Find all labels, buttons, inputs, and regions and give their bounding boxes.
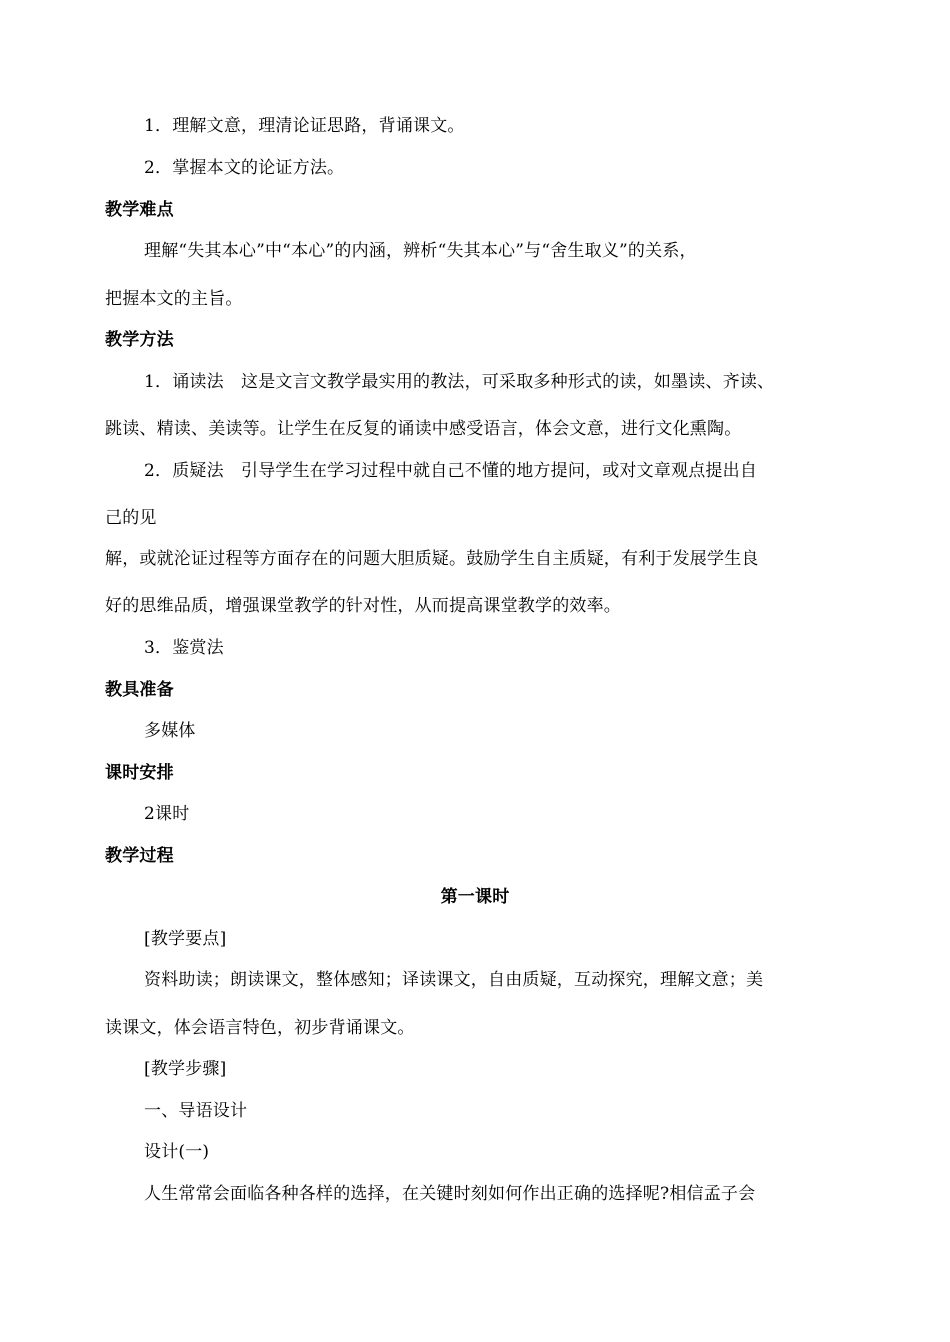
step-1: 一、导语设计 <box>144 1101 248 1121</box>
design-1-label: 设计(一) <box>144 1142 210 1162</box>
schedule-text: 2课时 <box>144 804 190 824</box>
difficulty-text-line2: 把握本文的主旨。 <box>105 289 243 309</box>
method-1-line2: 跳读、精读、美读等。让学生在反复的诵读中感受语言，体会文意，进行文化熏陶。 <box>105 419 742 439</box>
objective-1: 1．理解文意，理清论证思路，背诵课文。 <box>144 116 465 136</box>
design-1-text: 人生常常会面临各种各样的选择，在关键时刻如何作出正确的选择呢?相信孟子会 <box>144 1184 756 1204</box>
key-points-label: [教学要点] <box>144 929 227 949</box>
method-2-line2: 己的见 <box>105 508 157 528</box>
method-2-line1: 2．质疑法 引导学生在学习过程中就自己不懂的地方提问，或对文章观点提出自 <box>144 461 758 481</box>
objective-2: 2．掌握本文的论证方法。 <box>144 158 345 178</box>
key-points-line1: 资料助读；朗读课文，整体感知；译读课文，自由质疑，互动探究，理解文意；美 <box>144 970 764 990</box>
difficulty-text-line1: 理解“失其本心”中“本心”的内涵，辨析“失其本心”与“舍生取义”的关系， <box>144 241 697 261</box>
tools-text: 多媒体 <box>144 721 196 741</box>
difficulty-heading: 教学难点 <box>105 200 174 220</box>
schedule-heading: 课时安排 <box>105 763 174 783</box>
method-2-line4: 好的思维品质，增强课堂教学的针对性，从而提高课堂教学的效率。 <box>105 596 621 616</box>
lesson-1-title: 第一课时 <box>440 887 510 907</box>
method-3: 3．鉴赏法 <box>144 638 224 658</box>
method-1-line1: 1．诵读法 这是文言文教学最实用的教法，可采取多种形式的读，如墨读、齐读、 <box>144 372 775 392</box>
process-heading: 教学过程 <box>105 846 174 866</box>
steps-label: [教学步骤] <box>144 1059 227 1079</box>
key-points-line2: 读课文，体会语言特色，初步背诵课文。 <box>105 1018 415 1038</box>
method-2-line3: 解，或就沦证过程等方面存在的问题大胆质疑。鼓励学生自主质疑，有利于发展学生良 <box>105 549 759 569</box>
method-heading: 教学方法 <box>105 330 174 350</box>
tools-heading: 教具准备 <box>105 680 174 700</box>
